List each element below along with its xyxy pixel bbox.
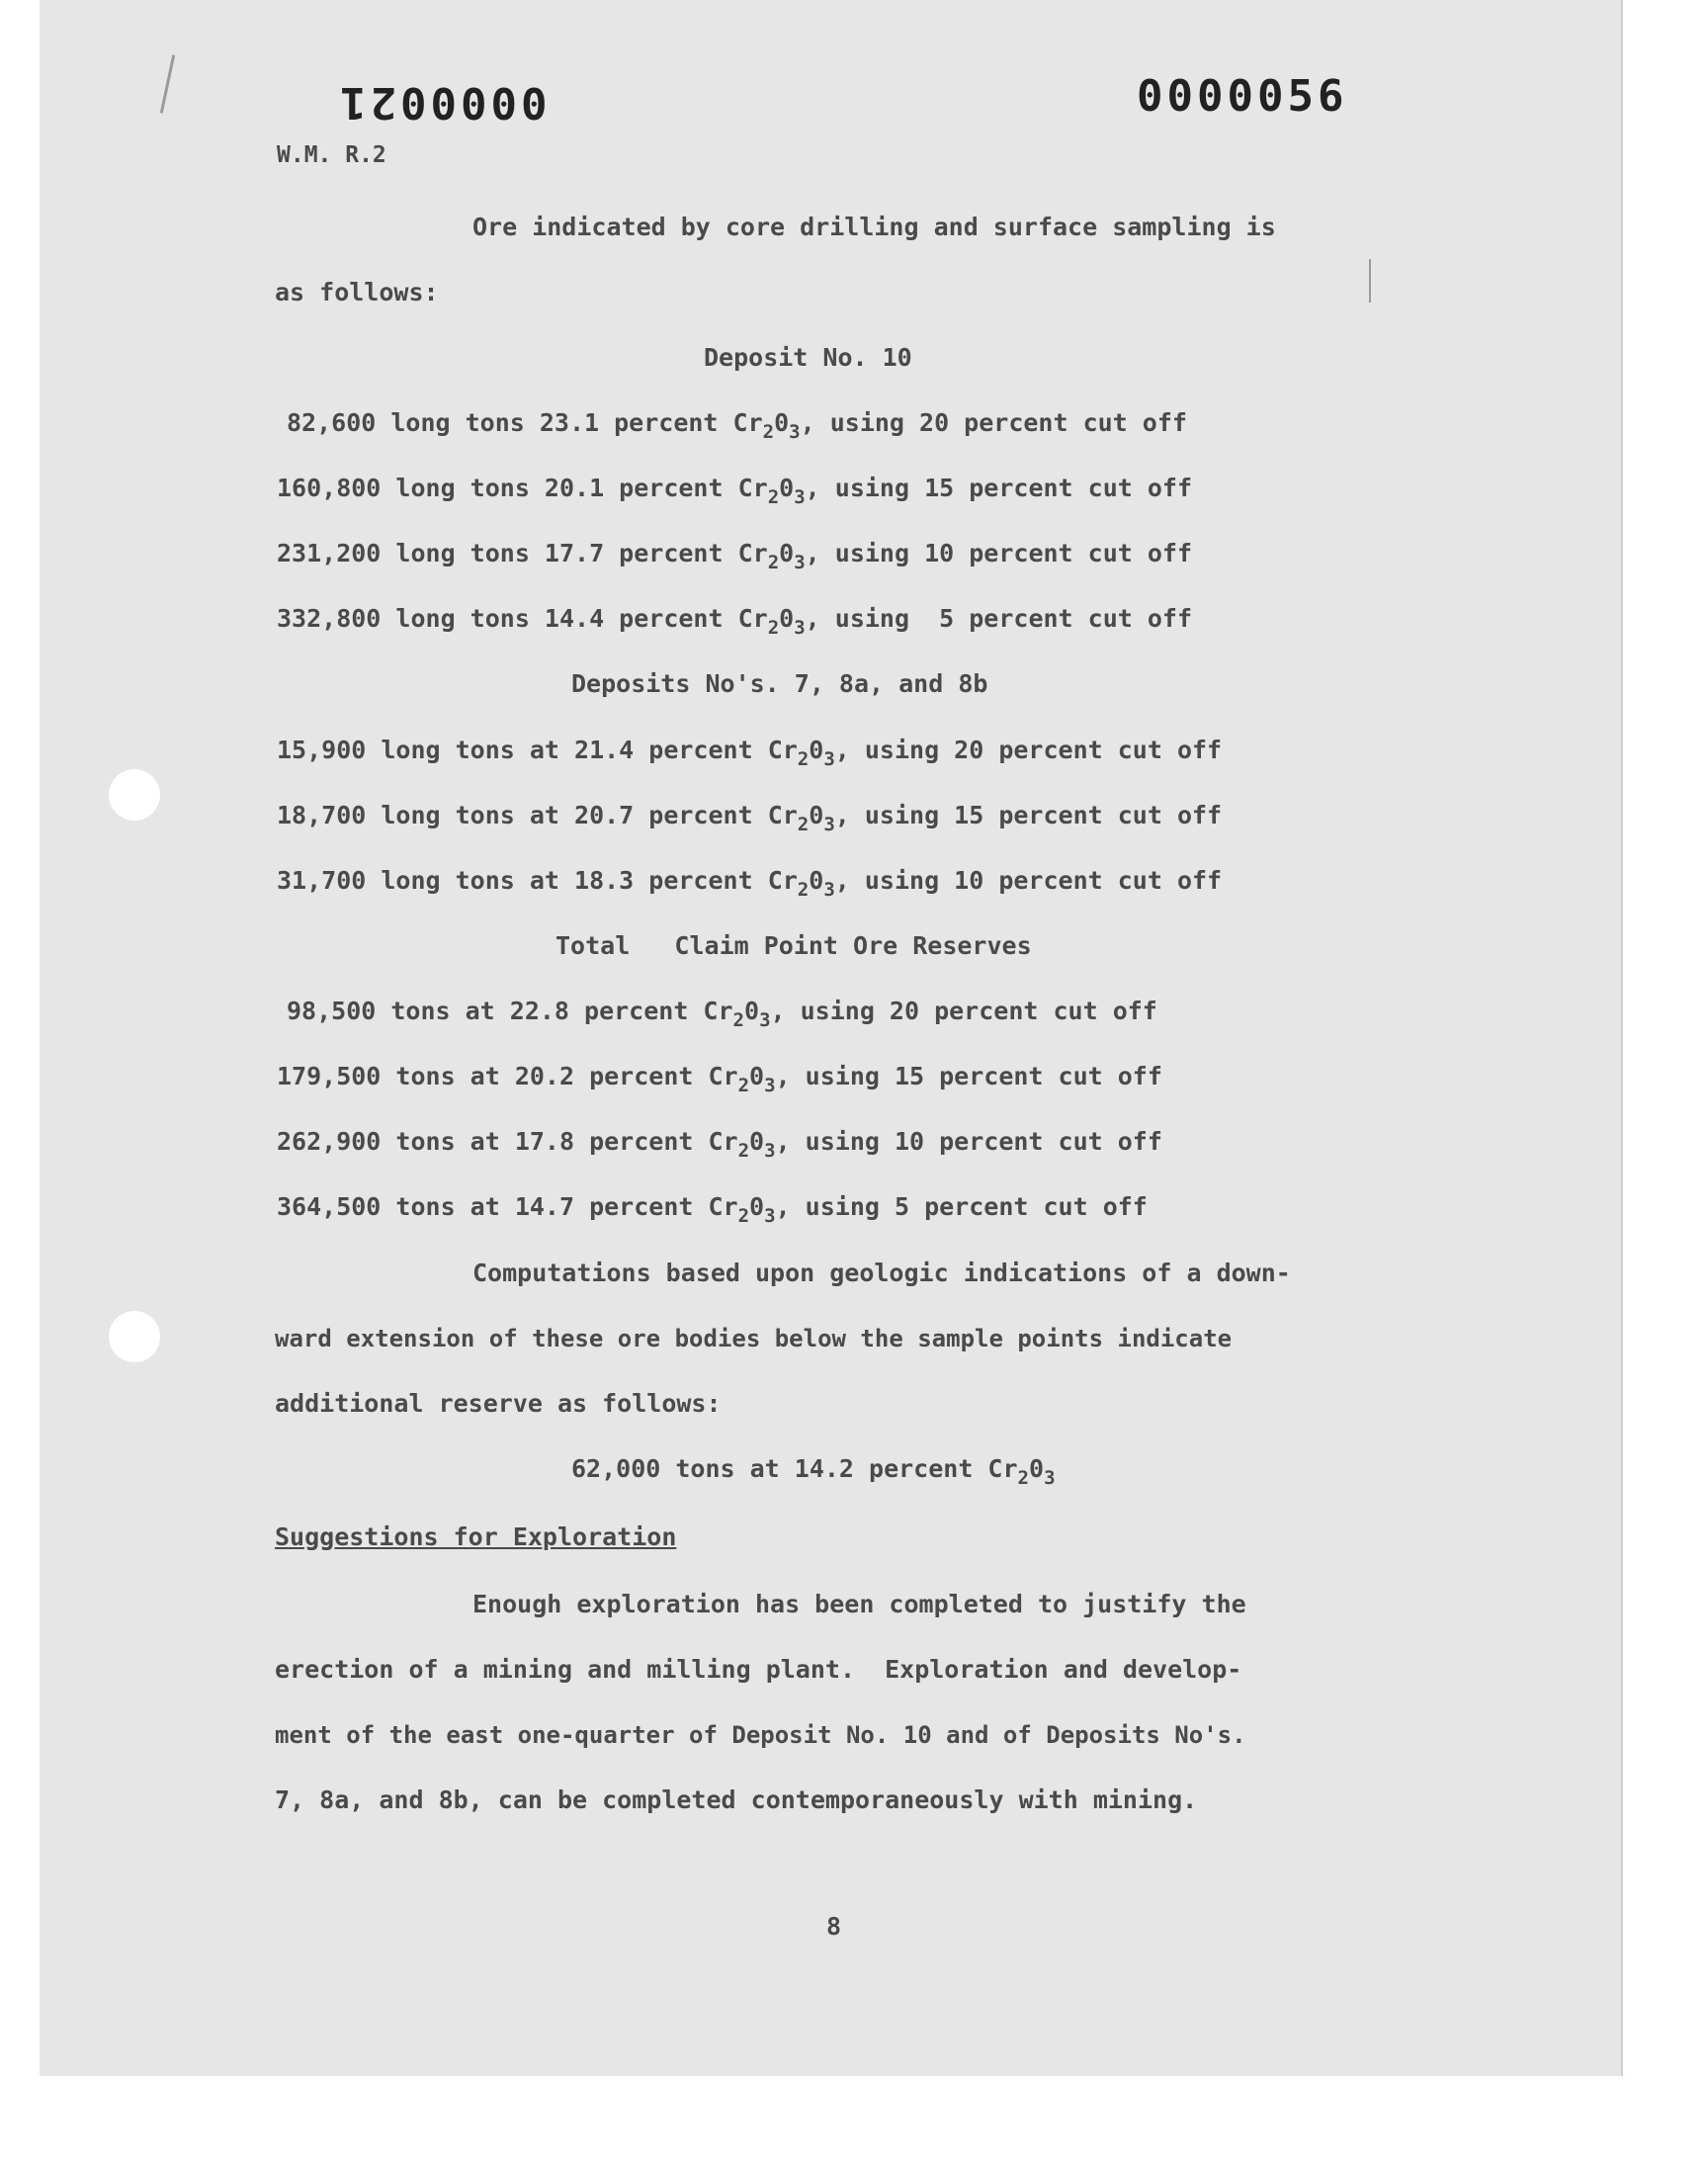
exploration-line-2: erection of a mining and milling plant. Exploration and develop-	[275, 1655, 1242, 1684]
computations-line-1: Computations based upon geologic indications of a down-	[472, 1259, 1291, 1287]
total-reserves-row: 262,900 tons at 17.8 percent $Cr_20_3$, using 10 percent cut off	[277, 1127, 1162, 1162]
stamp-number-left: 0000021	[336, 77, 548, 128]
deposits7-row: 18,700 long tons at 20.7 percent $Cr_20_3$, using 15 percent cut off	[277, 801, 1223, 835]
total-reserves-heading: Total Claim Point Ore Reserves	[555, 931, 1032, 960]
stamp-number-right: 0000056	[1137, 71, 1348, 122]
reference-code: W.M. R.2	[277, 142, 386, 168]
total-reserves-row: 364,500 tons at 14.7 percent $Cr_20_3$, using 5 percent cut off	[277, 1192, 1148, 1227]
intro-line-2: as follows:	[275, 278, 439, 306]
section-heading: Suggestions for Exploration	[275, 1522, 677, 1551]
deposit10-row: 231,200 long tons 17.7 percent $Cr_20_3$, using 10 percent cut off	[277, 539, 1193, 573]
additional-reserve: 62,000 tons at 14.2 percent $Cr_20_3$	[571, 1454, 1056, 1489]
deposit10-row: 332,800 long tons 14.4 percent $Cr_20_3$, using 5 percent cut off	[277, 604, 1193, 639]
exploration-line-3: ment of the east one-quarter of Deposit No. 10 and of Deposits No's.	[275, 1721, 1246, 1749]
exploration-line-4: 7, 8a, and 8b, can be completed contemporaneously with mining.	[275, 1785, 1198, 1814]
document-page	[40, 0, 1621, 2076]
total-reserves-row: 98,500 tons at 22.8 percent $Cr_20_3$, using 20 percent cut off	[287, 997, 1157, 1031]
intro-line-1: Ore indicated by core drilling and surface sampling is	[472, 213, 1276, 241]
page-number: 8	[826, 1912, 842, 1941]
exploration-line-1: Enough exploration has been completed to justify the	[472, 1590, 1246, 1618]
deposit10-row: 82,600 long tons 23.1 percent $Cr_20_3$, using 20 percent cut off	[287, 408, 1187, 443]
margin-tick	[1369, 259, 1371, 303]
deposits7-row: 15,900 long tons at 21.4 percent $Cr_20_3$, using 20 percent cut off	[277, 736, 1223, 770]
punch-hole-bottom	[109, 1311, 160, 1362]
punch-hole-top	[109, 769, 160, 821]
deposits7-row: 31,700 long tons at 18.3 percent $Cr_20_3$, using 10 percent cut off	[277, 866, 1223, 901]
deposit10-heading: Deposit No. 10	[704, 343, 912, 372]
computations-line-3: additional reserve as follows:	[275, 1389, 722, 1418]
deposits7-heading: Deposits No's. 7, 8a, and 8b	[571, 669, 988, 698]
computations-line-2: ward extension of these ore bodies below the sample points indicate	[275, 1325, 1233, 1352]
deposit10-row: 160,800 long tons 20.1 percent $Cr_20_3$, using 15 percent cut off	[277, 474, 1193, 508]
total-reserves-row: 179,500 tons at 20.2 percent $Cr_20_3$, using 15 percent cut off	[277, 1062, 1162, 1096]
